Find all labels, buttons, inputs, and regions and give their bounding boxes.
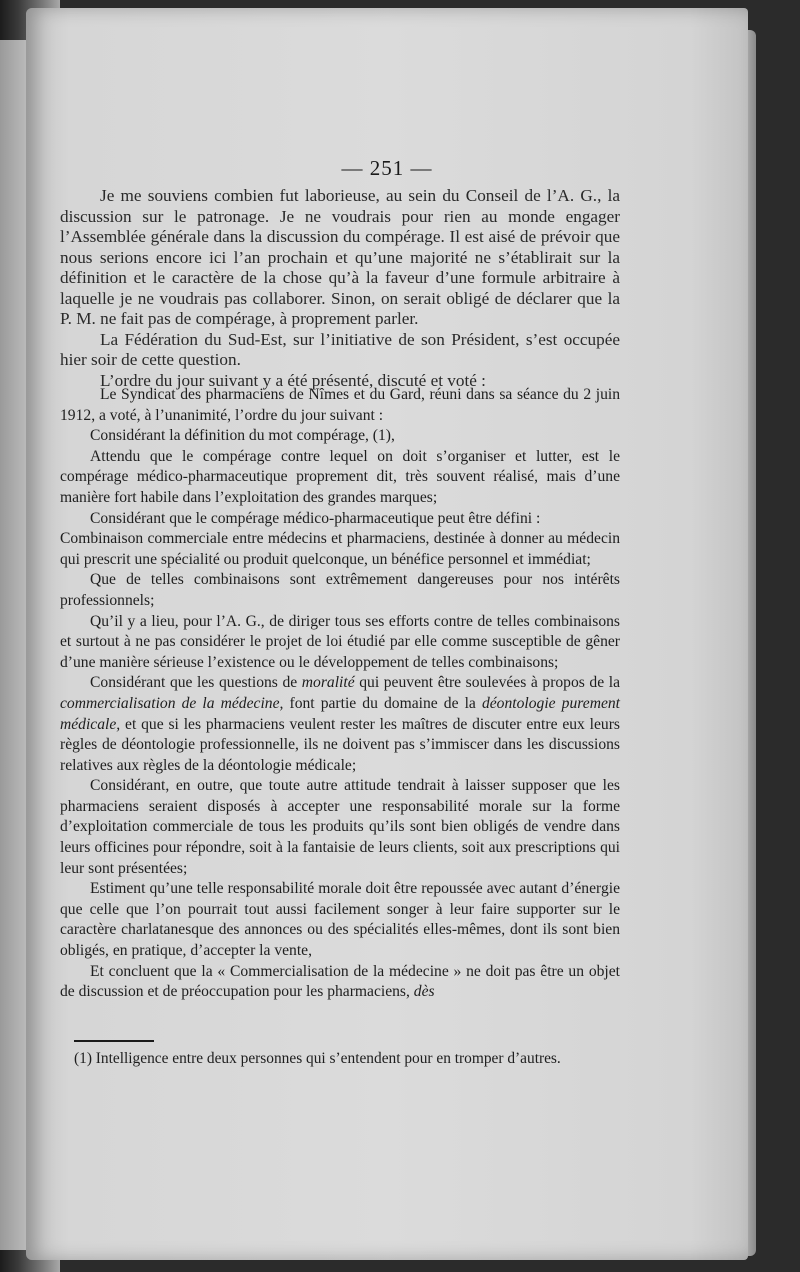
resolution-paragraph: Estiment qu’une telle responsabilité morale doit être repoussée avec autant d’énergie que celle que l’on pourrait tout aussi facilement songer à leur faire supporter sur le caractère charlatanesque des annonces ou des spécialités elles-mêmes, dont ils sont bien obligés, en pratique, d’accepter la vente, — [60, 880, 620, 960]
paragraph: Je me souviens combien fut laborieuse, au sein du Conseil de l’A. G., la discussion sur le patronage. Je ne voudrais pour rien au monde engager l’Assemblée générale dans la discussion du compérage. Il est aisé de prévoir que nous serions encore ici l’an prochain et qu’une majorité ne s’établirait sur la définition et le caractère de la chose qu’à la faveur d’une formule arbitraire à laquelle je ne voudrais pas collaborer. Sinon, on serait obligé de déclarer que la P. M. ne fait pas de compérage, à proprement parler. — [60, 186, 620, 328]
footnote: (1) Intelligence entre deux personnes qui s’entendent pour en tromper d’autres. — [74, 1050, 561, 1067]
page-number: — 251 — — [341, 156, 433, 180]
italic-run: dès — [413, 983, 435, 1001]
resolution-paragraph: Qu’il y a lieu, pour l’A. G., de diriger tous ses efforts contre de telles combinaisons et surtout à ne pas considérer le projet de loi étudié par elle comme susceptible de gêner d’une manière sérieuse l’existence ou le développement de telles combinaisons; — [60, 612, 620, 671]
speech-text — [60, 186, 620, 391]
resolution-intro: Le Syndicat des pharmaciens de Nîmes et du Gard, réuni dans sa séance du 2 juin 1912, a voté, à l’unanimité, l’ordre du jour suivant : — [60, 386, 620, 424]
resolution-text — [60, 385, 620, 1003]
text-run: font partie du domaine de la — [283, 694, 482, 712]
resolution-paragraph: Que de telles combinaisons sont extrêmement dangereuses pour nos intérêts professionnels; — [60, 571, 620, 609]
resolution-paragraph: Considérant que le compérage médico-pharmaceutique peut être défini : — [90, 509, 541, 527]
text-run: Et concluent que la « Commercialisation de la médecine » ne doit pas être un objet de discussion et de préoccupation pour les pharmaciens, — [60, 962, 620, 1001]
italic-run: déontologie purement médicale, — [60, 694, 621, 733]
resolution-paragraph: Considérant, en outre, que toute autre attitude tendrait à laisser supposer que les pharmaciens seraient disposés à accepter une responsabilité morale sur la forme d’exploitation commerciale de tous les produits qu’ils sont bien obligés de vendre dans leurs officines pour répondre, soit à la fantaisie de leurs clients, soit aux prescriptions qui leur sont présentées; — [60, 777, 620, 877]
paragraph: La Fédération du Sud-Est, sur l’initiative de son Président, s’est occupée hier soir de cette question. — [60, 329, 620, 369]
book-page — [26, 8, 748, 1260]
resolution-paragraph — [60, 962, 620, 1003]
footnote-rule — [74, 1040, 154, 1042]
text-run: Considérant que les questions de — [90, 674, 302, 692]
text-run: qui peuvent être soulevées à propos de la — [354, 674, 620, 692]
resolution-paragraph — [60, 673, 620, 776]
resolution-paragraph: Considérant la définition du mot compérage, (1), — [90, 427, 395, 445]
resolution-paragraph: Attendu que le compérage contre lequel on doit s’organiser et lutter, est le compérage médico-pharmaceutique proprement dit, très souvent réalisé, mais d’une manière fort habile dans l’exploitation des grandes marques; — [60, 447, 620, 506]
italic-run: moralité — [301, 674, 355, 692]
text-run: et que si les pharmaciens veulent rester les maîtres de discuter entre eux leurs règles de déontologie professionnelle, ils ne doivent pas s’immiscer dans les discussions relatives aux règles de la déontologie médicale; — [60, 715, 620, 774]
paragraph: L’ordre du jour suivant y a été présenté, discuté et voté : — [100, 370, 486, 390]
resolution-paragraph: Combinaison commerciale entre médecins et pharmaciens, destinée à donner au médecin qui prescrit une spécialité ou produit quelconque, un bénéfice personnel et immédiat; — [60, 530, 620, 568]
italic-run: commercialisation de la médecine, — [60, 694, 284, 712]
